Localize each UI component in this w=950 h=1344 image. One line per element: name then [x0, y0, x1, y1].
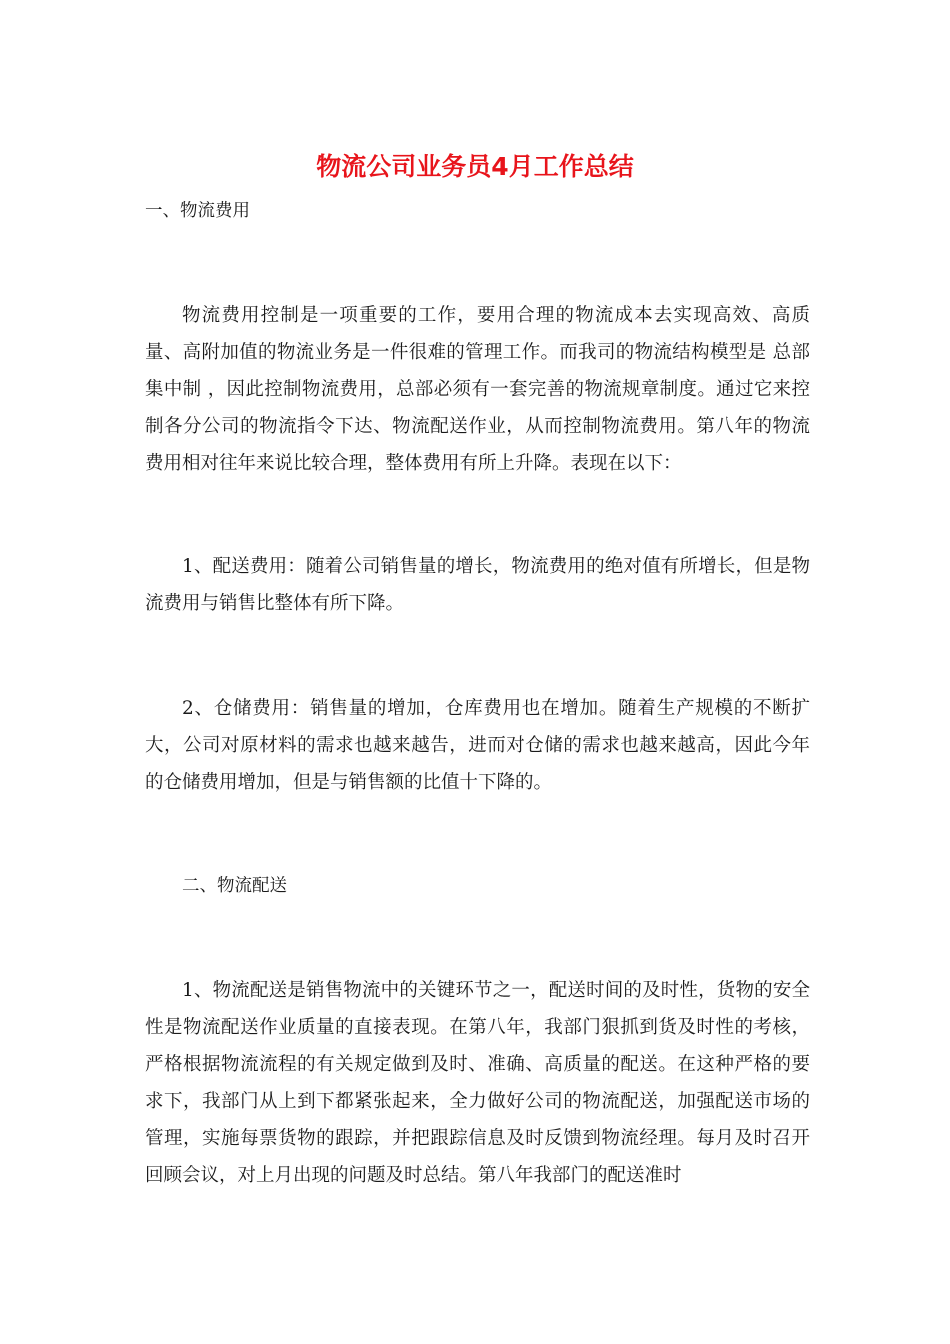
document-title: 物流公司业务员4月工作总结	[316, 152, 634, 181]
paragraph-delivery-process: 1、物流配送是销售物流中的关键环节之一，配送时间的及时性，货物的安全性是物流配送作业质量的直接表现。在第八年，我部门狠抓到货及时性的考核，严格根据物流流程的有关规定做到及时、准确、高质量的配送。在这种严格的要求下，我部门从上到下都紧张起来，全力做好公司的物流配送，加强配送市场的管理，实施每票货物的跟踪，并把跟踪信息及时反馈到物流经理。每月及时召开回顾会议，对上月出现的问题及时总结。第八年我部门的配送准时	[145, 980, 810, 1186]
paragraph-delivery-cost: 1、配送费用：随着公司销售量的增长，物流费用的绝对值有所增长，但是物流费用与销售比整体有所下降。	[145, 556, 810, 614]
section-heading-logistics-delivery: 二、物流配送	[182, 876, 287, 896]
paragraph-storage-cost: 2、仓储费用：销售量的增加，仓库费用也在增加。随着生产规模的不断扩大，公司对原材料的需求也越来越告，进而对仓储的需求也越来越高，因此今年的仓储费用增加，但是与销售额的比值十下降的。	[145, 698, 810, 793]
section-heading-logistics-cost: 一、物流费用	[145, 201, 250, 221]
paragraph-logistics-cost-intro: 物流费用控制是一项重要的工作，要用合理的物流成本去实现高效、高质量、高附加值的物流业务是一件很难的管理工作。而我司的物流结构模型是 总部集中制 ，因此控制物流费用，总部必须有一套完善的物流规章制度。通过它来控制各分公司的物流指令下达、物流配送作业，从而控制物流费用。第八年的物流费用相对往年来说比较合理，整体费用有所上升降。表现在以下：	[145, 305, 810, 474]
